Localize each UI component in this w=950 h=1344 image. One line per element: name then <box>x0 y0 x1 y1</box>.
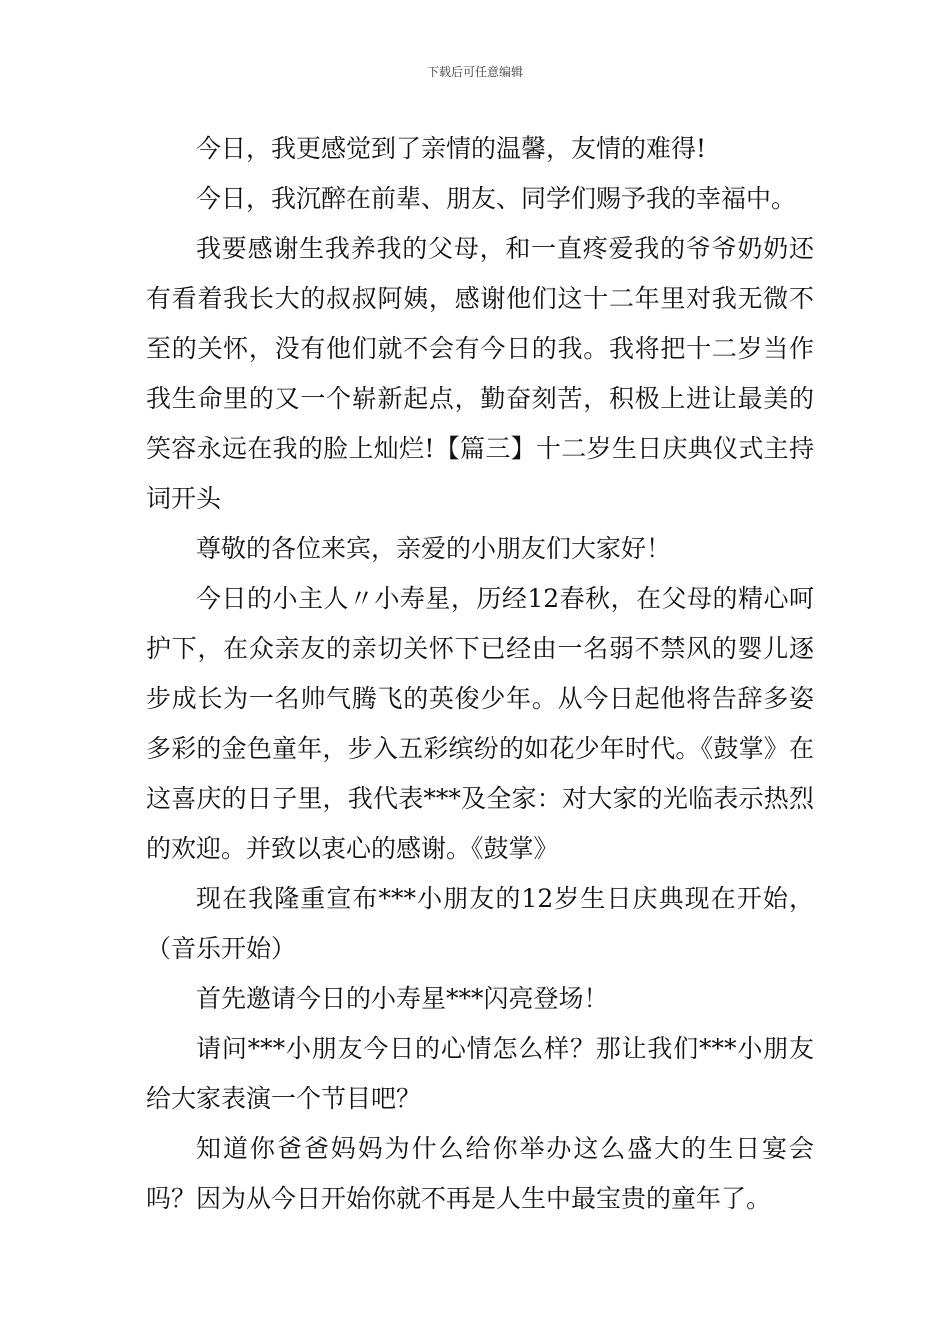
paragraph-5: 今日的小主人〃小寿星，历经12春秋，在父母的精心呵护下，在众亲友的亲切关怀下已经由一名弱不禁风的婴儿逐步成长为一名帅气腾飞的英俊少年。从今日起他将告辞多姿多彩的金色童年，步入五彩缤纷的如花少年时代。《鼓掌》在这喜庆的日子里，我代表***及全家：对大家的光临表示热烈的欢迎。并致以衷心的感谢。《鼓掌》 <box>146 584 814 863</box>
paragraph-9: 知道你爸爸妈妈为什么给你举办这么盛大的生日宴会吗？因为从今日开始你就不再是人生中最宝贵的童年了。 <box>146 1134 814 1213</box>
paragraph-6: 现在我隆重宣布***小朋友的12岁生日庆典现在开始，（音乐开始） <box>146 884 814 963</box>
paragraph-7: 首先邀请今日的小寿星***闪亮登场！ <box>196 984 609 1013</box>
document-body <box>146 124 814 1224</box>
paragraph-8: 请问***小朋友今日的心情怎么样？那让我们***小朋友给大家表演一个节目吧？ <box>146 1034 814 1113</box>
paragraph-4: 尊敬的各位来宾，亲爱的小朋友们大家好！ <box>196 534 672 563</box>
page-header: 下载后可任意编辑 <box>426 65 523 79</box>
paragraph-3: 我要感谢生我养我的父母，和一直疼爱我的爷爷奶奶还有看着我长大的叔叔阿姨，感谢他们这十二年里对我无微不至的关怀，没有他们就不会有今日的我。我将把十二岁当作我生命里的又一个崭新起点，勤奋刻苦，积极上进让最美的笑容永远在我的脸上灿烂!【篇三】十二岁生日庆典仪式主持词开头 <box>146 234 814 513</box>
paragraph-2: 今日，我沉醉在前辈、朋友、同学们赐予我的幸福中。 <box>196 184 797 213</box>
paragraph-1: 今日，我更感觉到了亲情的温馨，友情的难得! <box>196 134 707 163</box>
